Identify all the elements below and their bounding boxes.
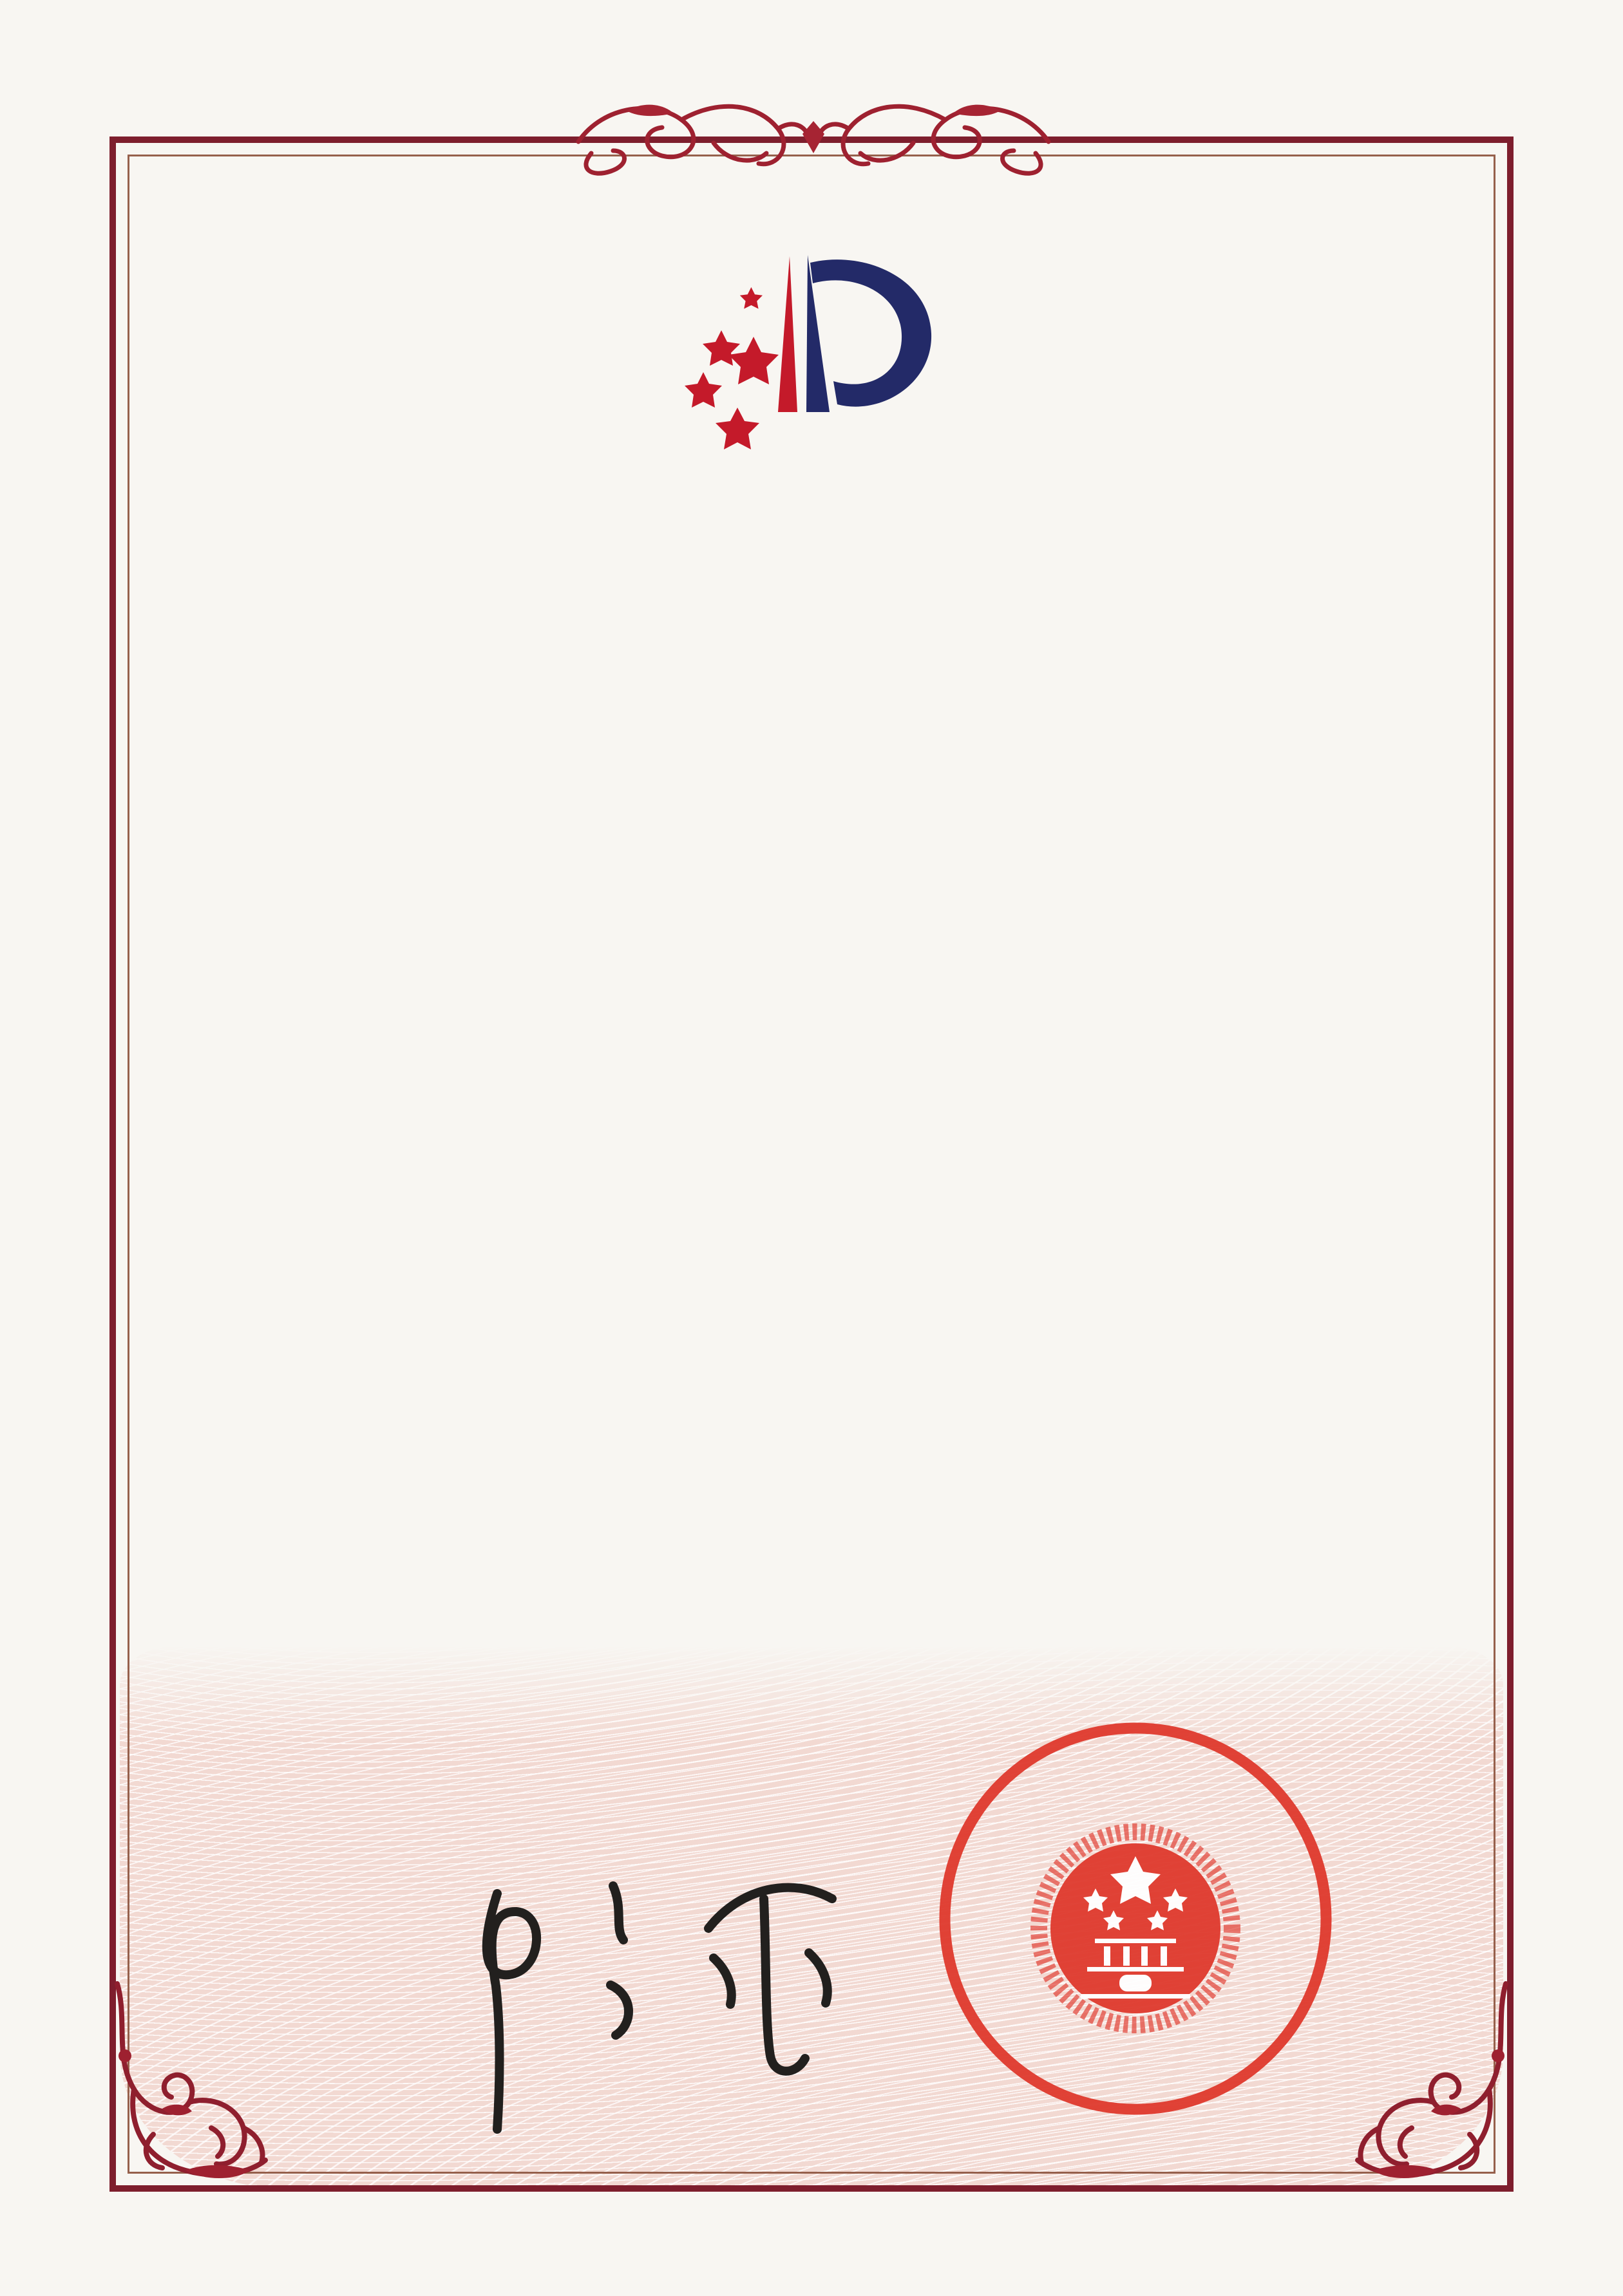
cnipa-logo-icon: [670, 243, 947, 485]
dragon-ornament-band: [565, 91, 1061, 182]
floral-corner-ornament: [1350, 1980, 1515, 2192]
official-seal: [926, 1709, 1345, 2128]
floral-corner-ornament: [108, 1980, 273, 2192]
director-signature: [406, 1832, 895, 2141]
qr-code-icon: [1289, 263, 1448, 421]
